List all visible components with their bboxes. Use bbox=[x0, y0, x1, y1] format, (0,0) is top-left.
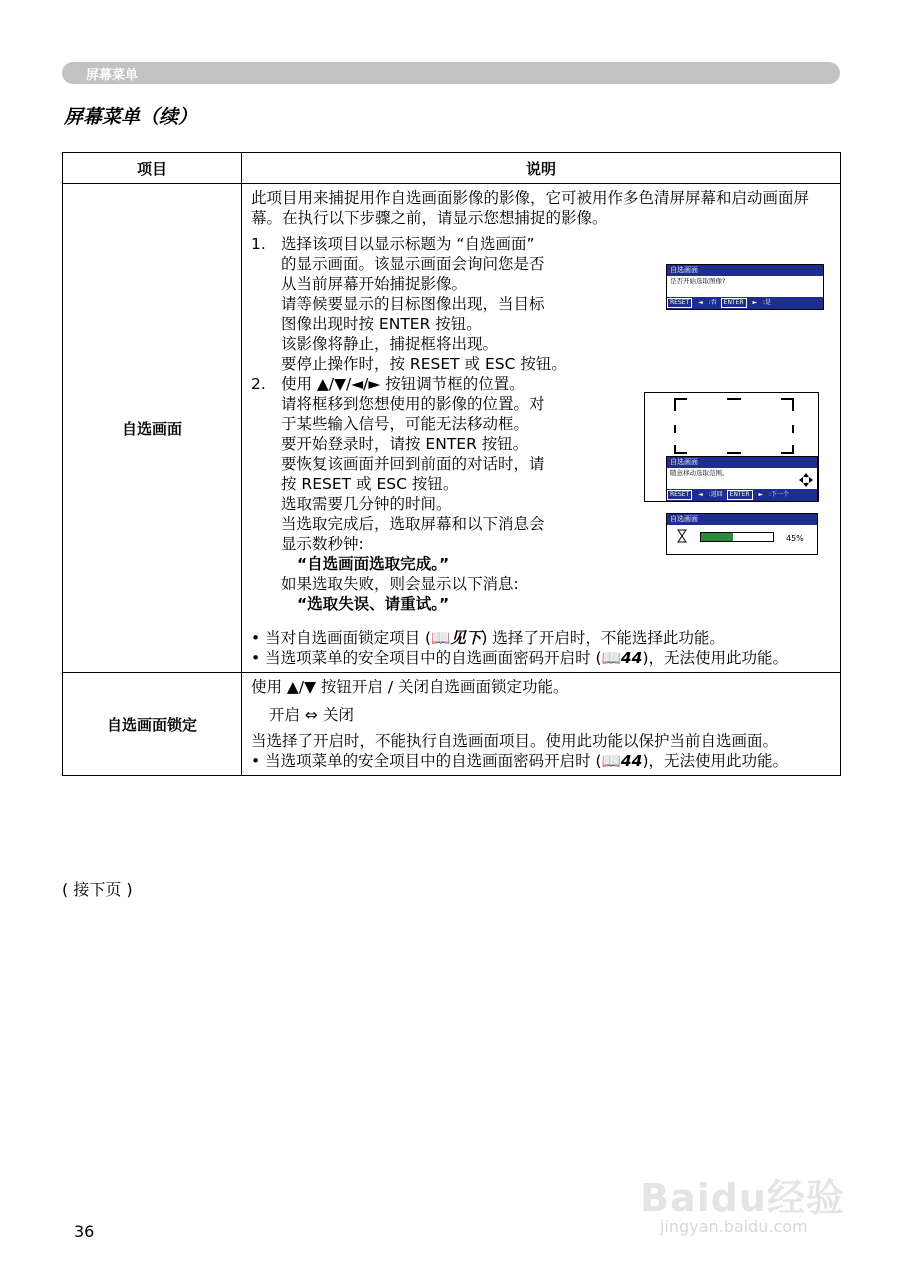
dialog-footer bbox=[667, 297, 823, 309]
step1-line: 要停止操作时，按 RESET 或 ESC 按钮。 bbox=[281, 355, 567, 373]
book-icon: 📖 bbox=[601, 752, 621, 770]
step2-number: 2. bbox=[251, 375, 266, 393]
yes-label: :是 bbox=[763, 299, 772, 306]
left-arrow-key-icon: ◄ bbox=[698, 299, 703, 306]
dialog-title: 自选画面 bbox=[667, 457, 817, 468]
dialog-title: 自选画面 bbox=[667, 265, 823, 276]
see-below-link[interactable]: 见下 bbox=[450, 629, 482, 647]
item-my-image: 自选画面 bbox=[63, 184, 242, 673]
watermark-url: jingyan.baidu.com bbox=[660, 1217, 808, 1236]
note-lock-item: • 当对自选画面锁定项目 (📖见下) 选择了开启时，不能选择此功能。 bbox=[251, 629, 725, 647]
step1-line: 图像出现时按 ENTER 按钮。 bbox=[281, 315, 482, 333]
message-failed: “选取失误、请重试。” bbox=[297, 595, 450, 613]
table-row-my-image bbox=[63, 184, 841, 673]
step2-line: 当选取完成后，选取屏幕和以下消息会 bbox=[281, 515, 545, 533]
step2-line: 2. 使用 ▲/▼/◄/► 按钮调节框的位置。 bbox=[251, 375, 525, 393]
book-icon: 📖 bbox=[601, 649, 621, 667]
continued-note: ( 接下页 ) bbox=[62, 880, 133, 899]
watermark-logo: Baidu经验 bbox=[640, 1176, 845, 1220]
step2-line: 选取需要几分钟的时间。 bbox=[281, 495, 452, 513]
watermark bbox=[640, 1145, 850, 1245]
move-frame-dialog bbox=[666, 456, 818, 502]
description-my-image-lock bbox=[242, 673, 841, 776]
menu-table bbox=[62, 152, 841, 776]
progress-fill bbox=[701, 533, 733, 541]
back-label: :返回 bbox=[708, 491, 723, 498]
step2-line: 于某些输入信号，可能无法移动框。 bbox=[281, 415, 530, 433]
description-my-image bbox=[242, 184, 841, 673]
lock-usage-line: 使用 ▲/▼ 按钮开启 / 关闭自选画面锁定功能。 bbox=[251, 678, 569, 696]
steps-text bbox=[251, 234, 631, 614]
header-label: 屏幕菜单 bbox=[86, 68, 139, 83]
start-capture-dialog bbox=[666, 264, 824, 310]
no-label: :否 bbox=[708, 299, 717, 306]
enter-key: ENTER bbox=[721, 298, 747, 308]
page-ref-link[interactable]: 44 bbox=[620, 752, 643, 770]
capture-progress-dialog bbox=[666, 513, 818, 555]
dialog-title: 自选画面 bbox=[667, 514, 817, 525]
dialog-message: 是否开始选取图像? bbox=[670, 277, 726, 285]
section-title: 屏幕菜单（续） bbox=[64, 106, 198, 128]
column-header-item: 项目 bbox=[63, 153, 242, 184]
header-bar bbox=[62, 62, 840, 84]
step2-line: 要恢复该画面并回到前面的对话时，请 bbox=[281, 455, 545, 473]
table-header-row bbox=[63, 153, 841, 184]
direction-pad-icon bbox=[798, 472, 814, 488]
step2-line: 按 RESET 或 ESC 按钮。 bbox=[281, 475, 459, 493]
note-password: • 当选项菜单的安全项目中的自选画面密码开启时 (📖44)，无法使用此功能。 bbox=[251, 649, 788, 667]
progress-percent: 45% bbox=[786, 534, 804, 543]
column-header-description: 说明 bbox=[242, 153, 841, 184]
note-password: • 当选项菜单的安全项目中的自选画面密码开启时 (📖44)，无法使用此功能。 bbox=[251, 752, 788, 770]
reset-key: RESET bbox=[667, 490, 692, 500]
toggle-options: 开启 ⇔ 关闭 bbox=[269, 706, 354, 724]
table-row-my-image-lock bbox=[63, 673, 841, 776]
step1-number: 1. bbox=[251, 235, 266, 253]
step1-line: 该影像将静止，捕捉框将出现。 bbox=[281, 335, 499, 353]
left-arrow-key-icon: ◄ bbox=[698, 491, 703, 498]
intro-text: 此项目用来捕捉用作自选画面影像的影像，它可被用作多色清屏屏幕和启动画面屏幕。在执行以下步骤之前，请显示您想捕捉的影像。 bbox=[251, 189, 810, 227]
right-arrow-key-icon: ► bbox=[758, 491, 764, 498]
step2-line: 要开始登录时，请按 ENTER 按钮。 bbox=[281, 435, 529, 453]
reset-key: RESET bbox=[667, 298, 692, 308]
step1-line: 请等候要显示的目标图像出现，当目标 bbox=[281, 295, 545, 313]
item-my-image-lock: 自选画面锁定 bbox=[63, 673, 242, 776]
lock-explanation: 当选择了开启时，不能执行自选画面项目。使用此功能以保护当前自选画面。 bbox=[251, 732, 779, 750]
next-label: :下一个 bbox=[769, 491, 790, 498]
steps-area bbox=[251, 234, 832, 628]
page-number: 36 bbox=[74, 1222, 95, 1241]
dialog-message: 随意移动选取范围。 bbox=[670, 469, 729, 477]
right-arrow-key-icon: ► bbox=[752, 299, 758, 306]
step2-line: 显示数秒钟: bbox=[281, 535, 364, 553]
step1-line: 从当前屏幕开始捕捉影像。 bbox=[281, 275, 468, 293]
progress-bar bbox=[700, 532, 774, 542]
page-ref-link[interactable]: 44 bbox=[620, 649, 643, 667]
dialog-footer bbox=[667, 489, 817, 501]
step1-line: 的显示画面。该显示画面会询问您是否 bbox=[281, 255, 545, 273]
hourglass-icon bbox=[677, 529, 687, 543]
fail-line: 如果选取失败，则会显示以下消息: bbox=[281, 575, 519, 593]
book-icon: 📖 bbox=[431, 629, 451, 647]
step2-line: 请将框移到您想使用的影像的位置。对 bbox=[281, 395, 545, 413]
step1-line: 1. 选择该项目以显示标题为 “自选画面” bbox=[251, 235, 535, 253]
message-complete: “自选画面选取完成。” bbox=[297, 555, 450, 573]
enter-key: ENTER bbox=[727, 490, 753, 500]
